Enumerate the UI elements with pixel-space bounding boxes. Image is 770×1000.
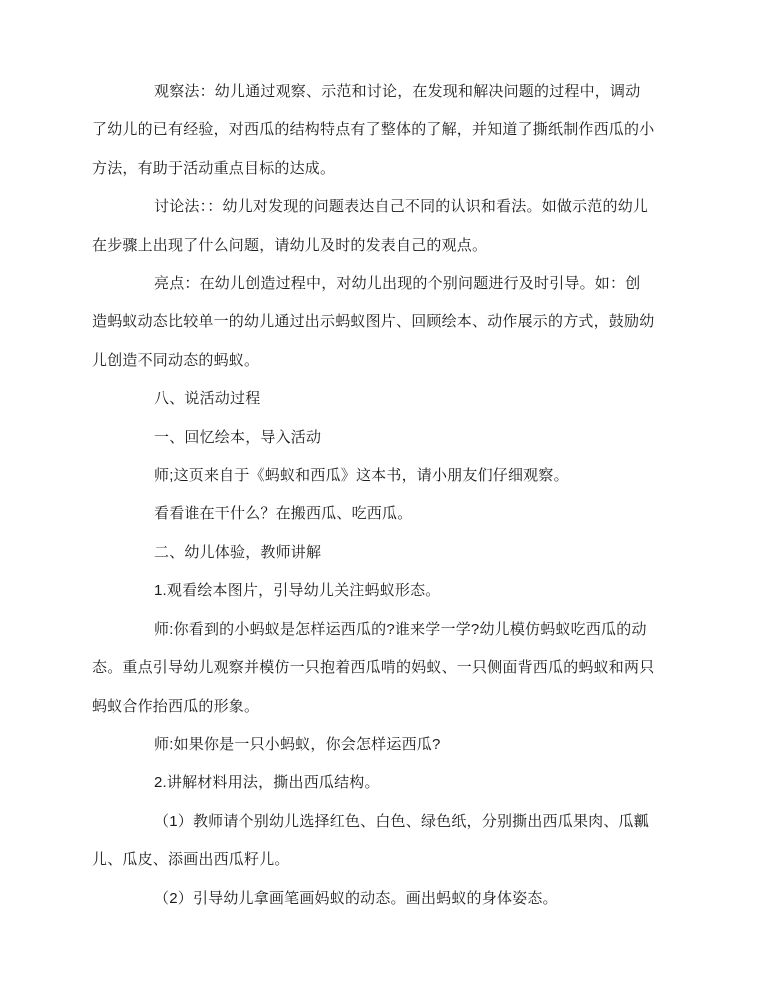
para-teacher-intro-book: 师;这页来自于《蚂蚁和西瓜》这本书，请小朋友们仔细观察。 xyxy=(154,467,569,485)
para-teacher-question-if-you-were-ant: 师:如果你是一只小蚂蚁，你会怎样运西瓜? xyxy=(154,735,441,753)
para-item-2-explain-materials: 2.讲解材料用法，撕出西瓜结构。 xyxy=(154,774,380,792)
para-look-who-doing-what: 看看谁在干什么？在搬西瓜、吃西瓜。 xyxy=(154,505,413,523)
heading-section-eight-activity-process: 八、说活动过程 xyxy=(154,390,261,408)
para-observation-method: 观察法：幼儿通过观察、示范和讨论，在发现和解决问题的过程中，调动了幼儿的已有经验，对西瓜的结构特点有了整体的了解，并知道了撕纸制作西瓜的小方法，有助于活动重点目标的达成。 xyxy=(92,83,655,177)
para-highlight: 亮点：在幼儿创造过程中，对幼儿出现的个别问题进行及时引导。如：创造蚂蚁动态比较单一的幼儿通过出示蚂蚁图片、回顾绘本、动作展示的方式，鼓励幼儿创造不同动态的蚂蚁。 xyxy=(92,275,655,369)
para-discussion-method: 讨论法：：幼儿对发现的问题表达自己不同的认识和看法。如做示范的幼儿在步骤上出现了什么问题，请幼儿及时的发表自己的观点。 xyxy=(92,198,649,254)
para-teacher-question-how-carry: 师:你看到的小蚂蚁是怎样运西瓜的?谁来学一学?幼儿模仿蚂蚁吃西瓜的动态。重点引导幼儿观察并模仿一只抱着西瓜啃的妈蚁、一只侧面背西瓜的蚂蚁和两只蚂蚁合作抬西瓜的形象。 xyxy=(92,620,655,715)
para-item-1-watch-pictures: 1.观看绘本图片，引导幼儿关注蚂蚁形态。 xyxy=(154,582,441,600)
document-body xyxy=(92,73,655,918)
para-sub-2-draw-ants: （2）引导幼儿拿画笔画妈蚁的动态。画出蚂蚁的身体姿态。 xyxy=(154,889,558,907)
para-sub-1-tear-paper: （1）教师请个别幼儿选择红色、白色、绿色纸，分别撕出西瓜果肉、瓜瓤儿、瓜皮、添画出西瓜籽儿。 xyxy=(92,812,649,869)
heading-step-one-recall-picture-book: 一、回忆绘本，导入活动 xyxy=(154,428,322,446)
heading-step-two-child-experience: 二、幼儿体验，教师讲解 xyxy=(154,543,322,561)
